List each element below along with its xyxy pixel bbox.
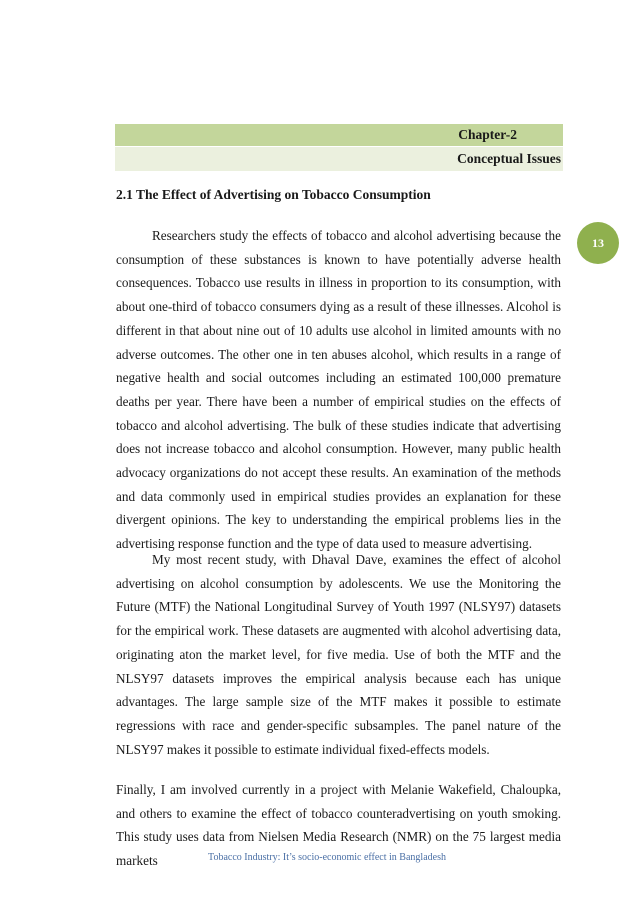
chapter-header-band — [115, 124, 563, 171]
body-paragraph: My most recent study, with Dhaval Dave, examines the effect of alcohol advertising on alcohol consumption by adolescents. We use the Monitoring the Future (MTF) the National Longitudinal Survey of Youth 1997 (NLSY97) datasets for the empirical work. These datasets are augmented with alcohol advertising data, originating aton the market level, for five media. Use of both the MTF and the NLSY97 datasets improves the empirical analysis because each has unique advantages. The large sample size of the MTF makes it possible to estimate regressions with race and gender-specific subsamples. The panel nature of the NLSY97 makes it possible to estimate individual fixed-effects models. — [116, 552, 561, 757]
chapter-title: Conceptual Issues — [115, 146, 563, 171]
body-paragraph: Researchers study the effects of tobacco and alcohol advertising because the consumption of these substances is known to have potentially adverse health consequences. Tobacco use results in illness in proportion to its consumption, with about one-third of tobacco consumers dying as a result of these illnesses. Alcohol is different in that about nine out of 10 adults use alcohol in limited amounts with no adverse outcomes. The other one in ten abuses alcohol, which results in a range of negative health and social outcomes including an estimated 100,000 premature deaths per year. There have been a number of empirical studies on the effects of tobacco and alcohol advertising. The bulk of these studies indicate that advertising does not increase tobacco and alcohol consumption. However, many public health advocacy organizations do not accept these results. An examination of the methods and data commonly used in empirical studies provides an explanation for these divergent opinions. The key to understanding the empirical problems lies in the advertising response function and the type of data used to measure advertising. — [116, 228, 561, 552]
body-paragraph: Finally, I am involved currently in a project with Melanie Wakefield, Chaloupka, and others to examine the effect of tobacco counteradvertising on youth smoking. This study uses data from Nielsen Media Research (NMR) on the 75 largest media markets — [116, 782, 561, 869]
section-heading: 2.1 The Effect of Advertising on Tobacco Consumption — [116, 187, 431, 202]
page-number: 13 — [592, 235, 604, 250]
page-footer: Tobacco Industry: It’s socio-economic effect in Bangladesh — [208, 852, 446, 863]
chapter-label: Chapter-2 — [115, 124, 563, 146]
page-number-badge — [577, 222, 619, 264]
